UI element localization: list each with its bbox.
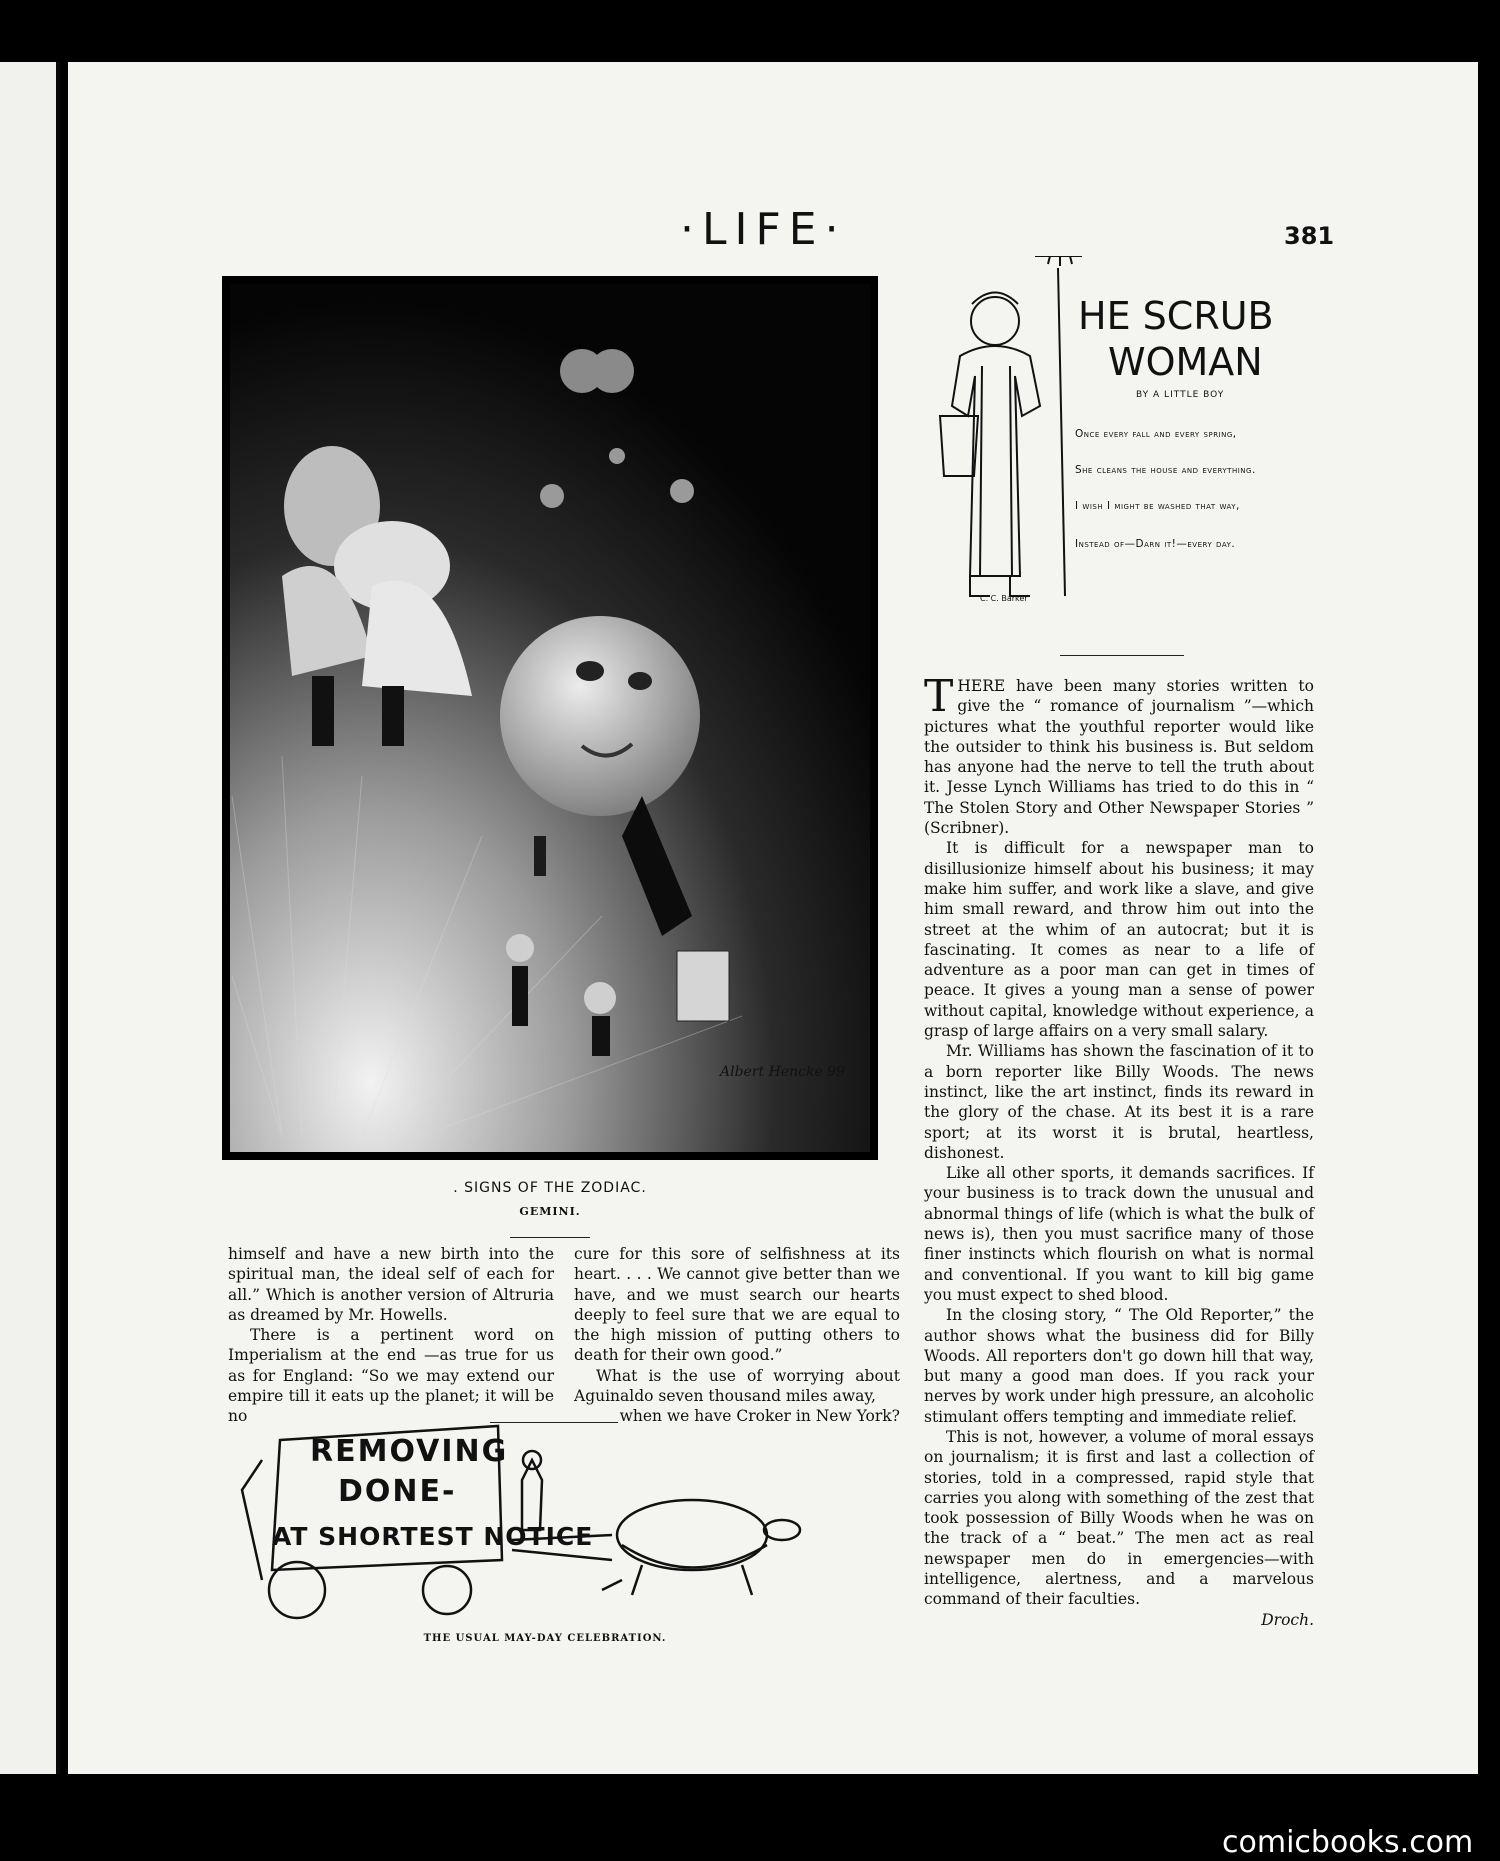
middle-paragraph: cure for this sore of selfishness at its heart. . . . We cannot give better than we have, and we must search our hearts deeply to feel sure that we are equal to the high mission of putting others to death for their own good.” [574,1245,900,1365]
left-paragraph: There is a pertinent word on Imperialism at the end —as true for us as for England: “So we may extend our empire till it eats up the planet; it will be no [228,1326,554,1426]
caption-rule [510,1237,590,1238]
left-text-column [228,1244,554,1427]
review-paragraph: HERE have been many stories written to give the “ romance of journalism ”—which pictures what the youthful reporter would like the outsider to think his business is. But seldom has anyone had the nerve to tell the truth about it. Jesse Lynch Williams has tried to do this in “ The Stolen Story and Other Newspaper Stories ” (Scribner). [924,677,1314,838]
cartoon-sign-line1: REMOVING [310,1434,509,1469]
left-paragraph: himself and have a new birth into the spiritual man, the ideal self of each for all.” Which is another version of Altruria as dreamed by Mr. Howells. [228,1245,554,1324]
artist-signature: Albert Hencke 99 [720,1064,845,1080]
cartoon-caption: THE USUAL MAY-DAY CELEBRATION. [423,1633,667,1644]
poem-line: I wish I might be washed that way, [1075,500,1240,512]
poem-title-line2: WOMAN [1108,340,1263,384]
poem-title-line1: HE SCRUB [1078,294,1274,338]
review-paragraph: Like all other sports, it demands sacrifices. If your business is to track down the unusual and abnormal things of life (which is what the bulk of news is), then you must sacrifice many of those finer instincts which flourish on what is normal and conventional. If you want to kill big game you must expect to shed blood. [924,1164,1314,1304]
cartoon-sign-line2: DONE- [338,1474,457,1509]
review-paragraph: It is difficult for a newspaper man to disillusionize himself about his business; it may make him suffer, and work like a slave, and give him small reward, and throw him out into the street at the whim of an autocrat; but it is fascinating. It comes as near to a life of adventure as a poor man can get in times of peace. It gives a young man a sense of power without capital, knowledge without experience, a grasp of large affairs on a very small salary. [924,839,1314,1041]
poem-line: She cleans the house and everything. [1075,464,1256,476]
cartoon-sign-line3: AT SHORTEST NOTICE [272,1522,594,1551]
gutter-line [56,62,60,1774]
poem-artist: C. C. Barker [980,594,1028,603]
middle-paragraph: when we have Croker in New York? [619,1407,900,1426]
masthead-title: ·LIFE· [680,204,847,255]
watermark: comicbooks.com [1222,1825,1474,1860]
poem-line: Once every fall and every spring, [1075,428,1237,440]
poem-byline: BY A LITTLE BOY [1136,390,1225,400]
zodiac-subcaption: GEMINI. [519,1205,581,1218]
zodiac-caption: . SIGNS OF THE ZODIAC. [453,1180,647,1196]
review-paragraph: In the closing story, “ The Old Reporter,” the author shows what the business did for Billy Woods. All reporters don't go down hill that way, but many a good man does. If you rack your nerves by work under high pressure, an alcoholic stimulant offers tempting and immediate relief. [924,1306,1314,1426]
poem-line: Instead of—Darn it!—every day. [1075,538,1236,550]
review-signature: Droch. [1261,1610,1314,1629]
drop-cap: T [924,671,954,722]
section-rule [1060,655,1184,656]
middle-text-column [574,1244,900,1427]
zodiac-illustration [222,276,878,1160]
middle-paragraph: What is the use of worrying about Aguinaldo seven thousand miles away, [574,1366,900,1406]
review-paragraph: This is not, however, a volume of moral essays on journalism; it is first and last a collection of stories, told in a compressed, rapid style that carries you along with something of the zest that took possession of Billy Woods when he was on the track of a “ beat.” The men act as real newspaper men do in emergencies—with intelligence, alertness, and a marvelous command of their faculties. [924,1427,1314,1609]
book-review-column [924,671,1314,1630]
page-number: 381 [1284,222,1335,250]
review-paragraph: Mr. Williams has shown the fascination of it to a born reporter like Billy Woods. The news instinct, like the art instinct, finds its reward in the glory of the chase. At its best it is a rare sport; at its worst it is brutal, heartless, dishonest. [924,1042,1314,1162]
facing-page-edge [0,62,56,1774]
